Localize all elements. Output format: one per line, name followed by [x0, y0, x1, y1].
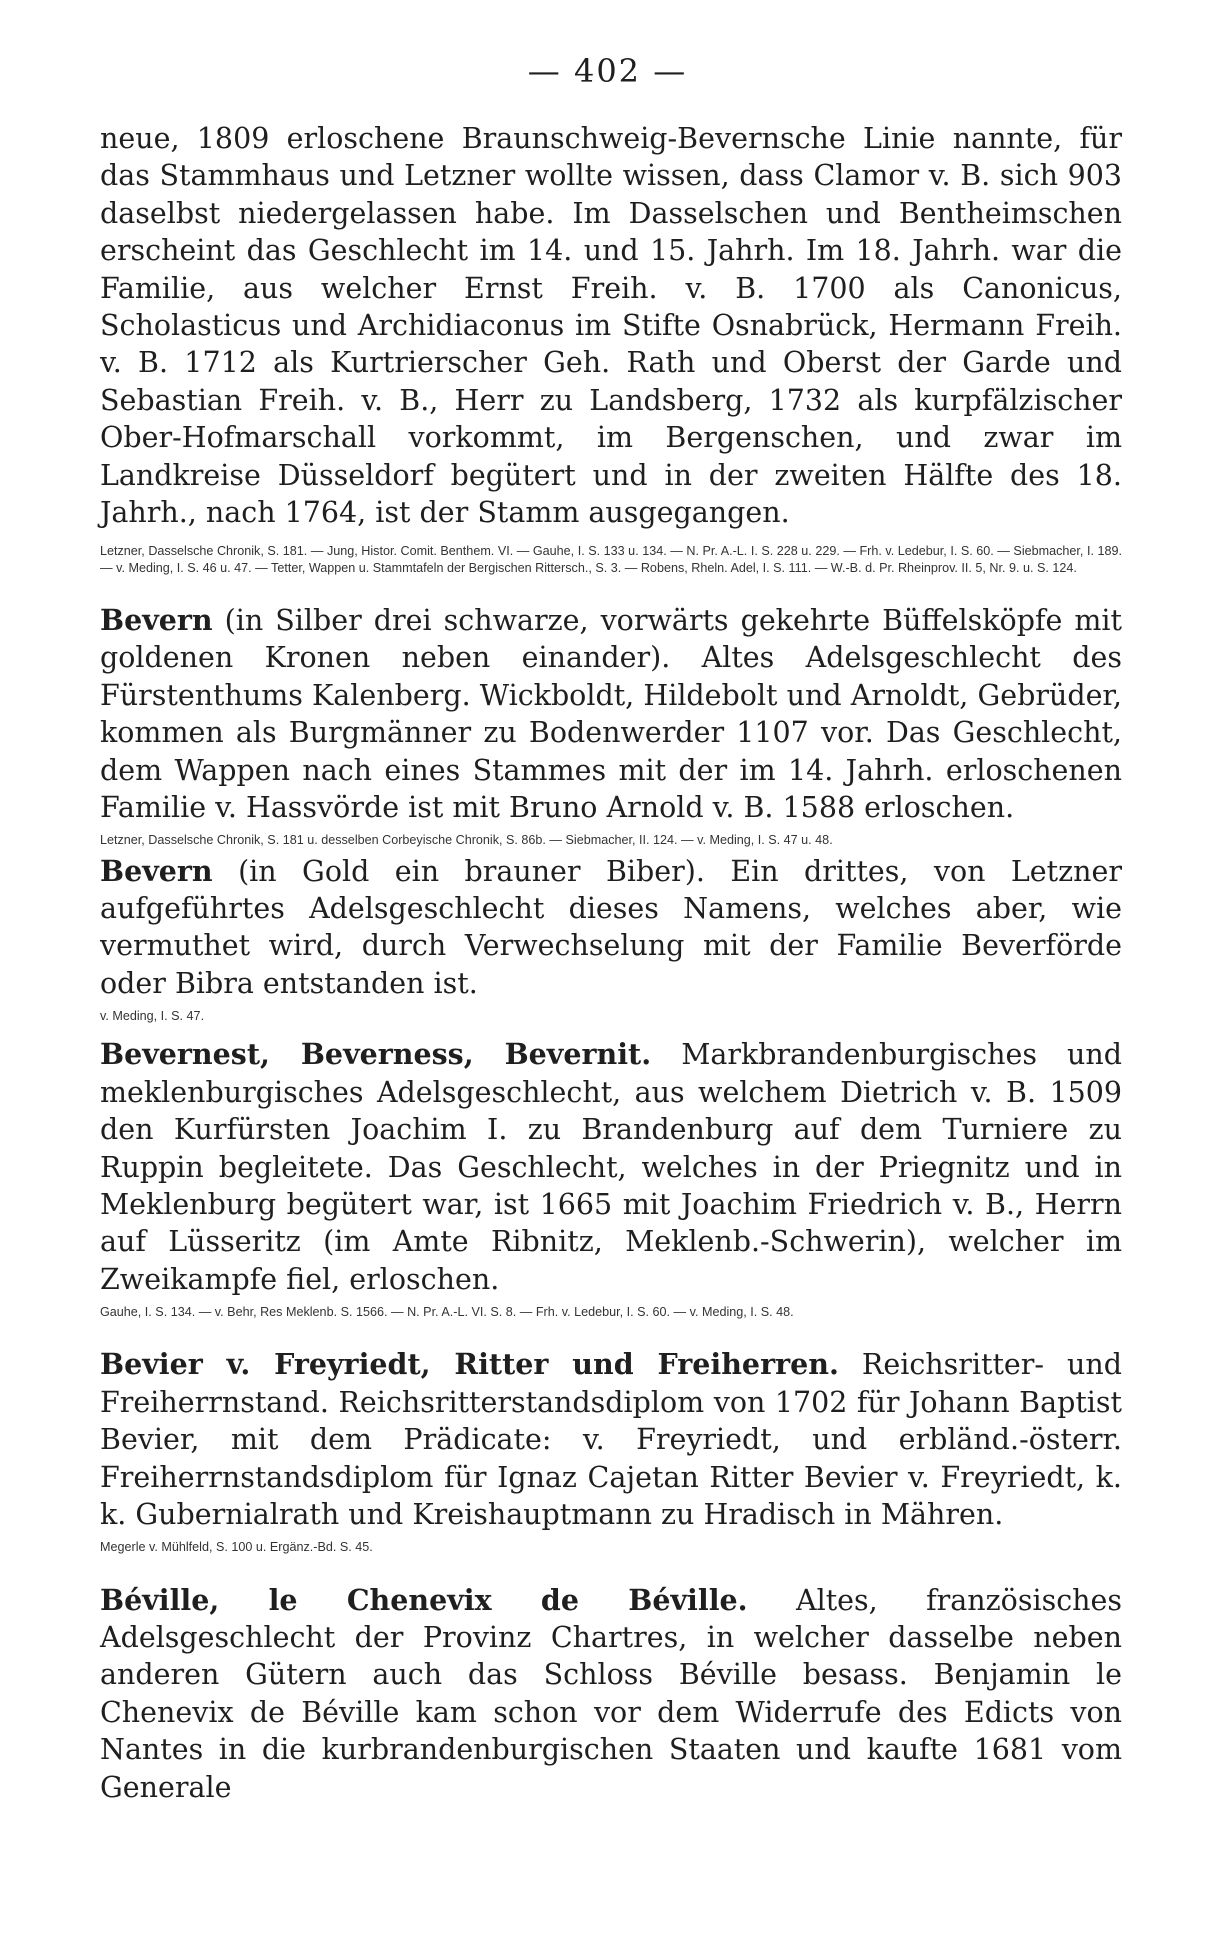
entry-body [100, 1346, 1122, 1533]
entry-headword: Bevern [100, 602, 213, 637]
entry-text: Reichsritter- und Freiherrnstand. Reichsritterstandsdiplom von 1702 für Johann Baptist Bevier, mit dem Prädicate: v. Freyriedt, und erbländ.-österr. Freiherrnstandsdiplom für Ignaz Cajetan Ritter Bevier v. Freyriedt, k. k. Gubernialrath und Kreishauptmann zu Hradisch in Mähren. [100, 1348, 1122, 1532]
page-text [100, 120, 1122, 1806]
entry-body [100, 1036, 1122, 1298]
entry-references: Letzner, Dasselsche Chronik, S. 181 u. desselben Corbeyische Chronik, S. 86b. — Siebmacher, II. 124. — v. Meding, I. S. 47 u. 48. [100, 833, 833, 848]
entry-headword: Béville, le Chenevix de Béville. [100, 1582, 748, 1617]
entry-references: Letzner, Dasselsche Chronik, S. 181. — Jung, Histor. Comit. Benthem. VI. — Gauhe, I. S. 133 u. 134. — N. Pr. A.-L. I. S. 228 u. 229. — Frh. v. Ledebur, I. S. 60. — Siebmacher, I. 189. — v. Meding, I. S. 46 u. 47. — Tetter, Wappen u. Stammtafeln der Bergischen Rittersch., S. 3. — Robens, Rheln. Adel, I. S. 111. — W.-B. d. Pr. Rheinprov. II. 5, Nr. 9. u. S. 124. [100, 544, 1122, 575]
entry-body [100, 602, 1122, 826]
entry-body: neue, 1809 erloschene Braunschweig-Bevernsche Linie nannte, für das Stammhaus und Letzner wollte wissen, dass Clamor v. B. sich 903 daselbst niedergelassen habe. Im Dasselschen und Bentheimschen erscheint das Geschlecht im 14. und 15. Jahrh. Im 18. Jahrh. war die Familie, aus welcher Ernst Freih. v. B. 1700 als Canonicus, Scholasticus und Archidiaconus im Stifte Osnabrück, Hermann Freih. v. B. 1712 als Kurtrierscher Geh. Rath und Oberst der Garde und Sebastian Freih. v. B., Herr zu Landsberg, 1732 als kurpfälzischer Ober-Hofmarschall vorkommt, im Bergenschen, und zwar im Landkreise Düsseldorf begütert und in der zweiten Hälfte des 18. Jahrh., nach 1764, ist der Stamm ausgegangen. [100, 122, 1122, 530]
entry-headword: Bevern [100, 853, 213, 888]
entry-text: Markbrandenburgisches und meklenburgisches Adelsgeschlecht, aus welchem Dietrich v. B. 1509 den Kurfürsten Joachim I. zu Brandenburg auf dem Turniere zu Ruppin begleitete. Das Geschlecht, welches in der Priegnitz und in Meklenburg begütert war, ist 1665 mit Joachim Friedrich v. B., Herrn auf Lüsseritz (im Amte Ribnitz, Meklenb.-Schwerin), welcher im Zweikampfe fiel, erloschen. [100, 1038, 1122, 1296]
entry-body [100, 1582, 1122, 1806]
entry-references: v. Meding, I. S. 47. [100, 1009, 205, 1024]
entry-headword: Bevernest, Beverness, Bevernit. [100, 1037, 652, 1072]
entry-text: (in Silber drei schwarze, vorwärts gekehrte Büffelsköpfe mit goldenen Kronen neben einander). Altes Adelsgeschlecht des Fürstenthums Kalenberg. Wickboldt, Hildebolt und Arnoldt, Gebrüder, kommen als Burgmänner zu Bodenwerder 1107 vor. Das Geschlecht, dem Wappen nach eines Stammes mit der im 14. Jahrh. erloschenen Familie v. Hassvörde ist mit Bruno Arnold v. B. 1588 erloschen. [100, 603, 1122, 824]
entry-references: Gauhe, I. S. 134. — v. Behr, Res Meklenb. S. 1566. — N. Pr. A.-L. VI. S. 8. — Frh. v. Ledebur, I. S. 60. — v. Meding, I. S. 48. [100, 1305, 794, 1320]
entry-references: Megerle v. Mühlfeld, S. 100 u. Ergänz.-Bd. S. 45. [100, 1540, 373, 1555]
entry-text: Altes, französisches Adelsgeschlecht der Provinz Chartres, in welcher dasselbe neben anderen Gütern auch das Schloss Béville besass. Benjamin le Chenevix de Béville kam schon vor dem Widerrufe des Edicts von Nantes in die kurbrandenburgischen Staaten und kaufte 1681 vom Generale [100, 1583, 1122, 1804]
entry-headword: Bevier v. Freyriedt, Ritter und Freiherren. [100, 1347, 839, 1382]
entry-text: (in Gold ein brauner Biber). Ein drittes, von Letzner aufgeführtes Adelsgeschlecht dieses Namens, welches aber, wie vermuthet wird, durch Verwechselung mit der Familie Beverförde oder Bibra entstanden ist. [100, 854, 1122, 1000]
page-number: — 402 — [527, 52, 688, 90]
entry-body [100, 853, 1122, 1003]
